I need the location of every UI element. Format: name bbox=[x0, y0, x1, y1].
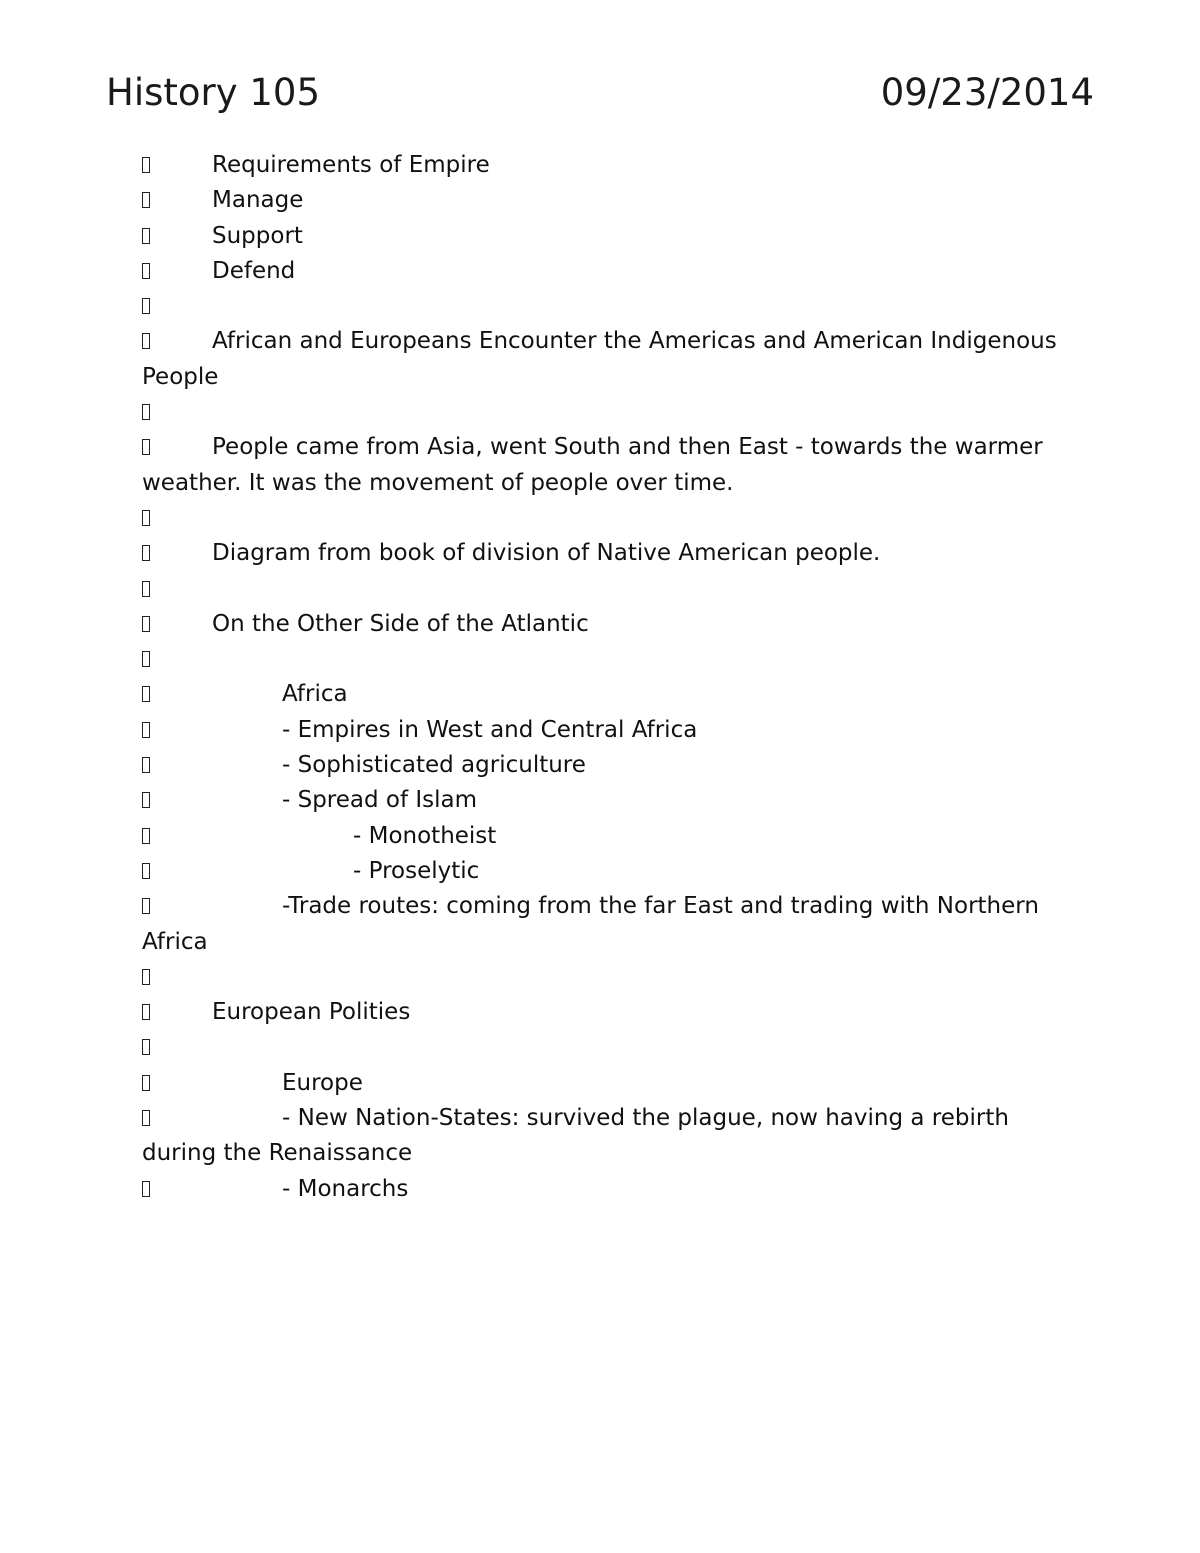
missing-glyph-bullet-icon bbox=[142, 192, 150, 208]
note-text: - Monotheist bbox=[353, 822, 497, 849]
note-line bbox=[142, 1101, 1072, 1172]
note-line bbox=[142, 854, 1072, 889]
missing-glyph-bullet-icon bbox=[142, 651, 150, 667]
note-line bbox=[142, 889, 1072, 960]
note-line bbox=[142, 1172, 1072, 1207]
note-text: -Trade routes: coming from the far East and trading with Northern Africa bbox=[142, 893, 1039, 955]
note-line bbox=[142, 289, 1072, 324]
note-line bbox=[142, 819, 1072, 854]
course-title: History 105 bbox=[106, 71, 321, 114]
missing-glyph-bullet-icon bbox=[142, 1039, 150, 1055]
missing-glyph-bullet-icon bbox=[142, 263, 150, 279]
missing-glyph-bullet-icon bbox=[142, 828, 150, 844]
note-text: - Spread of Islam bbox=[282, 787, 478, 814]
missing-glyph-bullet-icon bbox=[142, 404, 150, 420]
notes-body bbox=[142, 148, 1072, 1207]
missing-glyph-bullet-icon bbox=[142, 333, 150, 349]
missing-glyph-bullet-icon bbox=[142, 1004, 150, 1020]
missing-glyph-bullet-icon bbox=[142, 722, 150, 738]
note-line bbox=[142, 1030, 1072, 1065]
note-text: African and Europeans Encounter the Americas and American Indigenous People bbox=[142, 328, 1057, 390]
note-line bbox=[142, 254, 1072, 289]
missing-glyph-bullet-icon bbox=[142, 581, 150, 597]
missing-glyph-bullet-icon bbox=[142, 686, 150, 702]
note-line bbox=[142, 713, 1072, 748]
missing-glyph-bullet-icon bbox=[142, 1075, 150, 1091]
note-text: Defend bbox=[212, 257, 296, 284]
note-text: Manage bbox=[212, 187, 304, 214]
missing-glyph-bullet-icon bbox=[142, 228, 150, 244]
note-text: Support bbox=[212, 222, 303, 249]
note-line bbox=[142, 572, 1072, 607]
note-line bbox=[142, 1066, 1072, 1101]
missing-glyph-bullet-icon bbox=[142, 298, 150, 314]
note-line bbox=[142, 183, 1072, 218]
note-line bbox=[142, 395, 1072, 430]
missing-glyph-bullet-icon bbox=[142, 969, 150, 985]
note-text: - Sophisticated agriculture bbox=[282, 752, 586, 779]
note-line bbox=[142, 536, 1072, 571]
note-text: - New Nation-States: survived the plague, now having a rebirth during the Renaissance bbox=[142, 1105, 1009, 1167]
note-text: Diagram from book of division of Native American people. bbox=[212, 540, 881, 567]
missing-glyph-bullet-icon bbox=[142, 792, 150, 808]
missing-glyph-bullet-icon bbox=[142, 439, 150, 455]
note-line bbox=[142, 501, 1072, 536]
page-header bbox=[106, 70, 1094, 120]
note-text: - Proselytic bbox=[353, 857, 480, 884]
note-line bbox=[142, 430, 1072, 501]
note-text: People came from Asia, went South and then East - towards the warmer weather. It was the movement of people over time. bbox=[142, 434, 1043, 496]
note-line bbox=[142, 960, 1072, 995]
note-text: Europe bbox=[282, 1069, 363, 1096]
note-text: European Polities bbox=[212, 999, 411, 1026]
note-line bbox=[142, 642, 1072, 677]
missing-glyph-bullet-icon bbox=[142, 1181, 150, 1197]
note-line bbox=[142, 324, 1072, 395]
note-line bbox=[142, 148, 1072, 183]
missing-glyph-bullet-icon bbox=[142, 757, 150, 773]
note-text: Requirements of Empire bbox=[212, 152, 490, 178]
note-date: 09/23/2014 bbox=[880, 71, 1094, 114]
note-line bbox=[142, 677, 1072, 712]
missing-glyph-bullet-icon bbox=[142, 898, 150, 914]
missing-glyph-bullet-icon bbox=[142, 510, 150, 526]
note-line bbox=[142, 748, 1072, 783]
note-line bbox=[142, 995, 1072, 1030]
missing-glyph-bullet-icon bbox=[142, 863, 150, 879]
note-line bbox=[142, 607, 1072, 642]
missing-glyph-bullet-icon bbox=[142, 545, 150, 561]
note-text: Africa bbox=[282, 681, 348, 708]
note-line bbox=[142, 783, 1072, 818]
missing-glyph-bullet-icon bbox=[142, 616, 150, 632]
missing-glyph-bullet-icon bbox=[142, 157, 150, 173]
note-text: - Monarchs bbox=[282, 1175, 409, 1202]
note-text: - Empires in West and Central Africa bbox=[282, 716, 698, 743]
note-text: On the Other Side of the Atlantic bbox=[212, 610, 589, 637]
missing-glyph-bullet-icon bbox=[142, 1110, 150, 1126]
note-line bbox=[142, 219, 1072, 254]
